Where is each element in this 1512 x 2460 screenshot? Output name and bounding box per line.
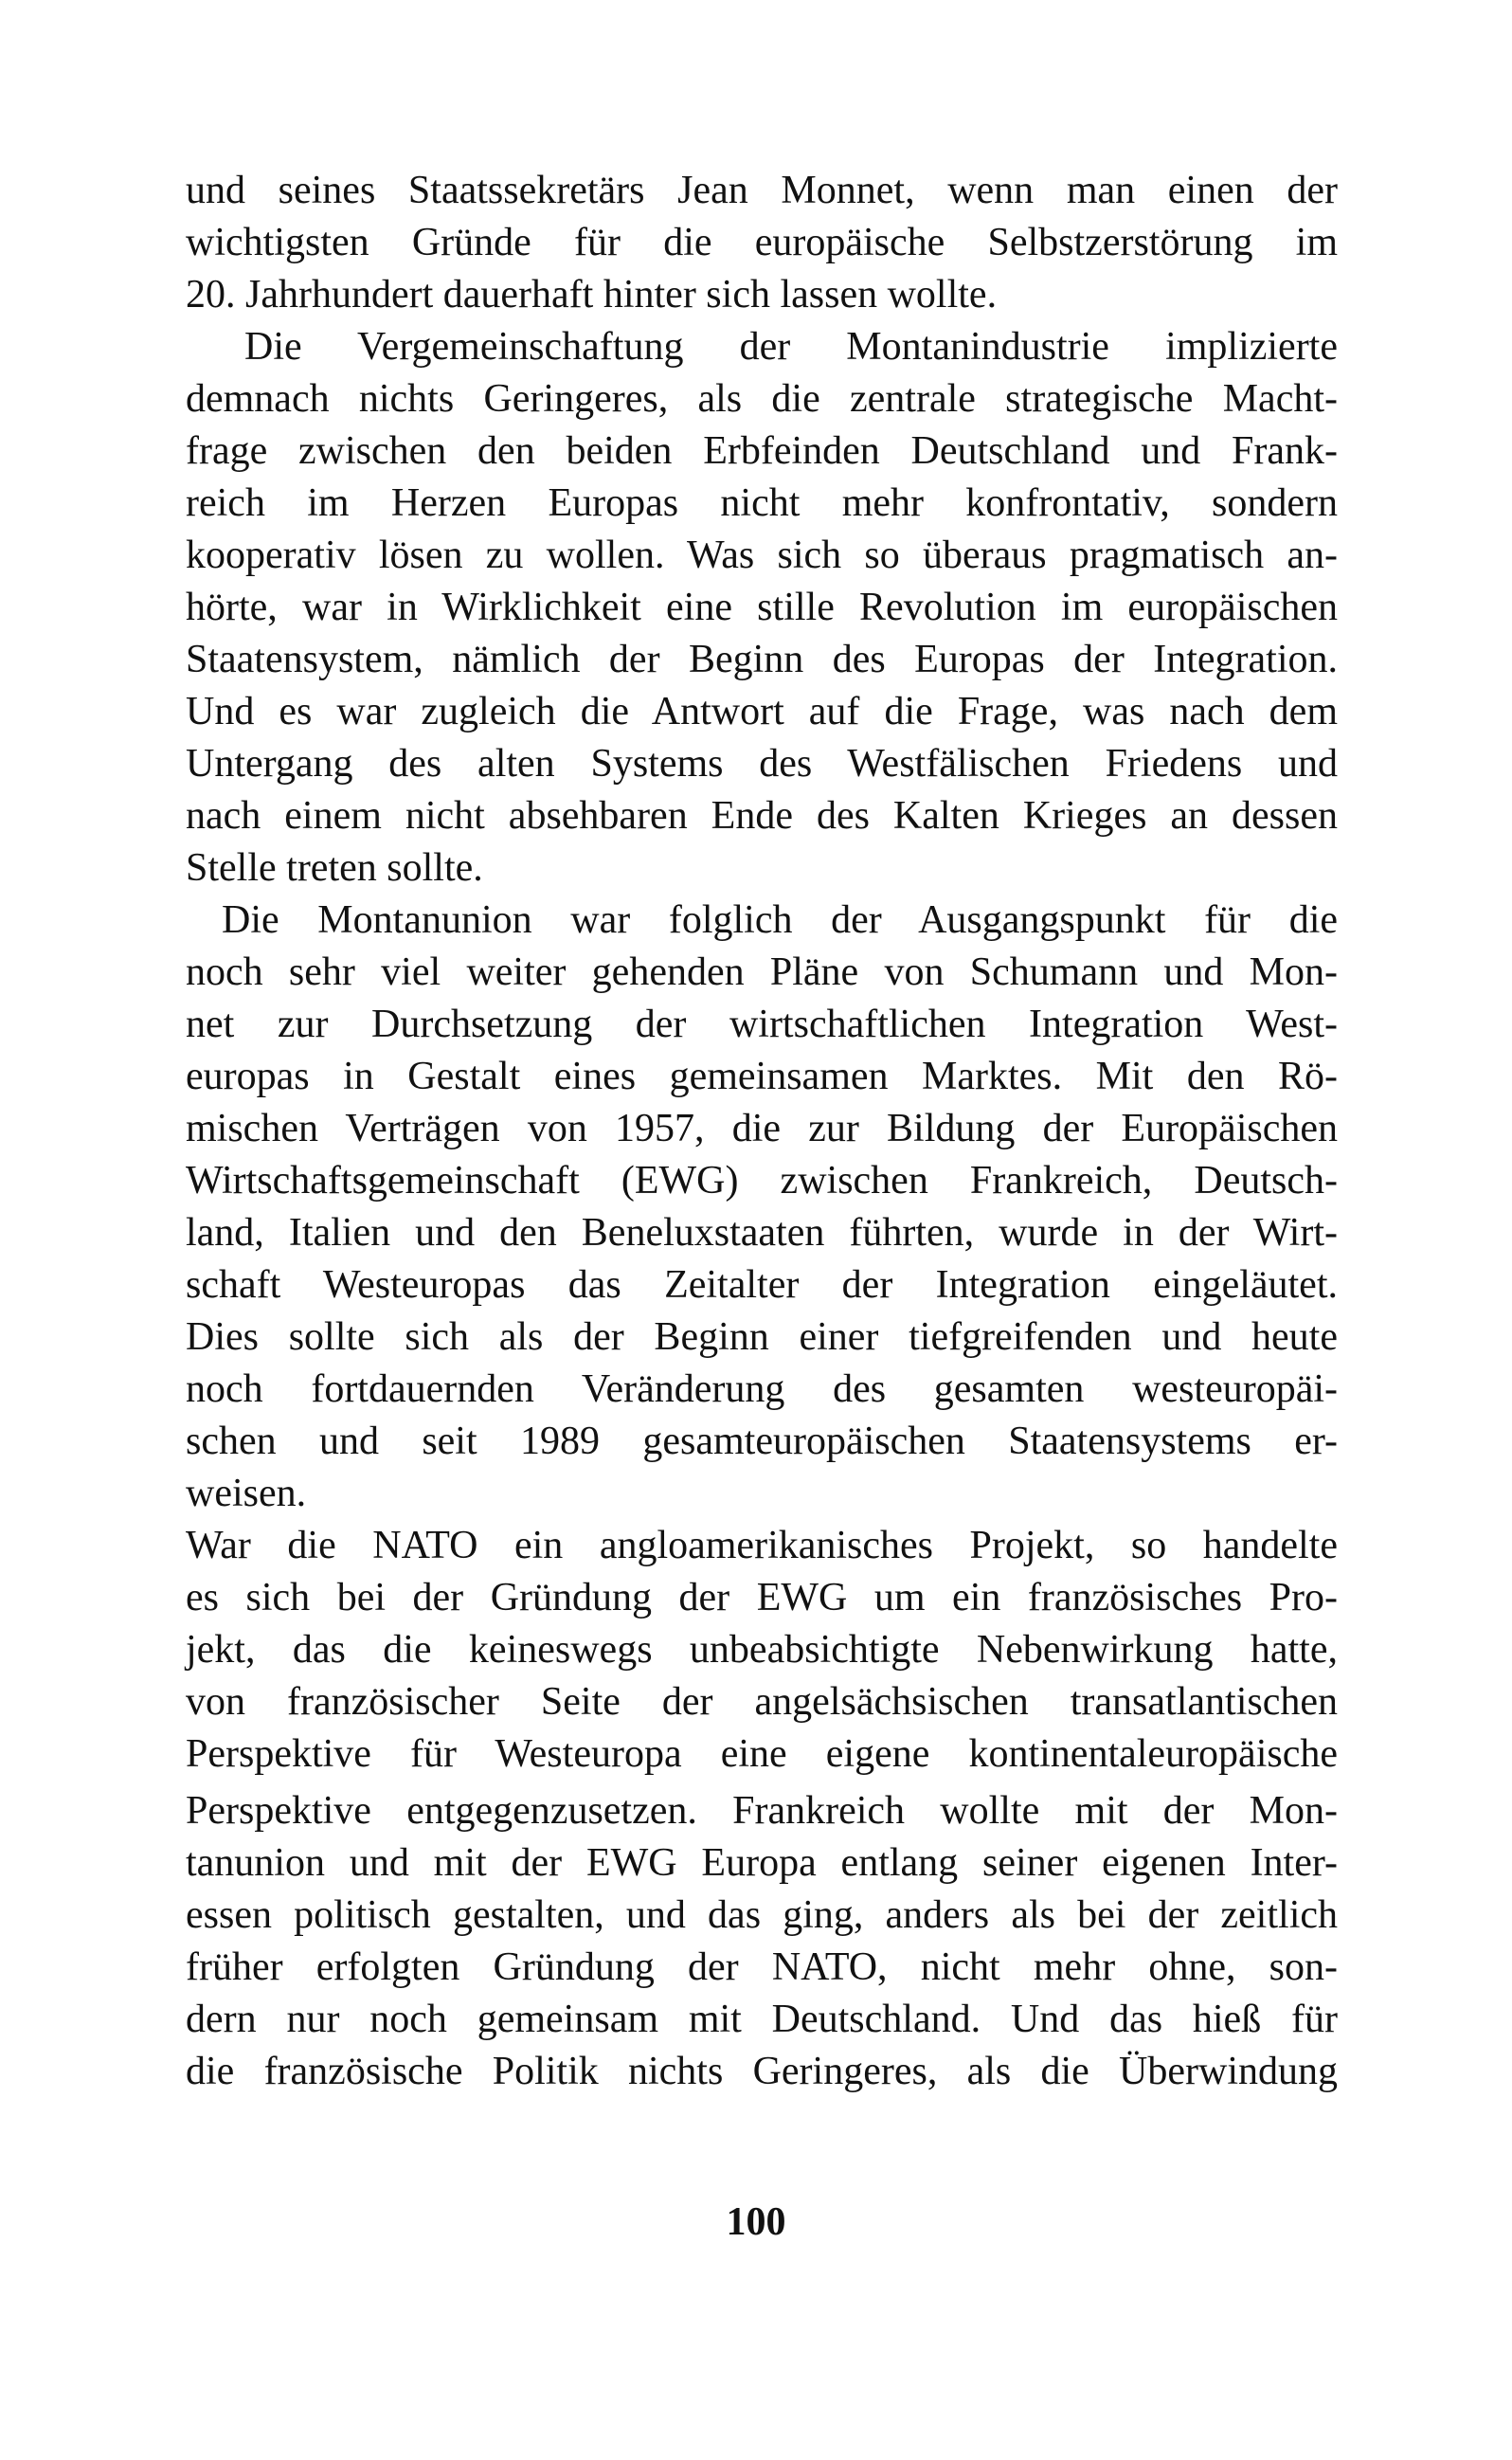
text-line: von französischer Seite der angelsächsischen transatlantischen [186, 1680, 1338, 1724]
text-line: Wirtschaftsgemeinschaft (EWG) zwischen Frankreich, Deutsch- [186, 1159, 1338, 1203]
text-line: hörte, war in Wirklichkeit eine stille Revolution im europäischen [186, 586, 1338, 629]
text-line: europas in Gestalt eines gemeinsamen Marktes. Mit den Rö- [186, 1055, 1338, 1098]
text-line: frage zwischen den beiden Erbfeinden Deutschland und Frank- [186, 429, 1338, 473]
text-line: weisen. [186, 1472, 307, 1515]
text-line: und seines Staatssekretärs Jean Monnet, wenn man einen der [186, 169, 1338, 212]
text-line: schen und seit 1989 gesamteuropäischen Staatensystems er- [186, 1420, 1338, 1463]
text-line: essen politisch gestalten, und das ging, anders als bei der zeitlich [186, 1893, 1338, 1937]
text-line: Perspektive entgegenzusetzen. Frankreich wollte mit der Mon- [186, 1789, 1338, 1833]
text-line: land, Italien und den Beneluxstaaten führten, wurde in der Wirt- [186, 1211, 1338, 1255]
text-line: kooperativ lösen zu wollen. Was sich so überaus pragmatisch an- [186, 534, 1338, 577]
text-line: mischen Verträgen von 1957, die zur Bildung der Europäischen [186, 1107, 1338, 1150]
text-line: früher erfolgten Gründung der NATO, nicht mehr ohne, son- [186, 1945, 1338, 1989]
text-line: Untergang des alten Systems des Westfälischen Friedens und [186, 742, 1338, 786]
text-line: Staatensystem, nämlich der Beginn des Europas der Integration. [186, 638, 1338, 681]
text-line: noch fortdauernden Veränderung des gesamten westeuropäi- [186, 1367, 1338, 1411]
text-line: demnach nichts Geringeres, als die zentrale strategische Macht- [186, 377, 1338, 421]
text-line: nach einem nicht absehbaren Ende des Kalten Krieges an dessen [186, 794, 1338, 838]
text-line: noch sehr viel weiter gehenden Pläne von Schumann und Mon- [186, 950, 1338, 994]
text-line: dern nur noch gemeinsam mit Deutschland. Und das hieß für [186, 1998, 1338, 2041]
page-number: 100 [726, 2200, 786, 2244]
text-line: War die NATO ein angloamerikanisches Projekt, so handelte [186, 1524, 1338, 1567]
text-line: jekt, das die keineswegs unbeabsichtigte Nebenwirkung hatte, [186, 1628, 1338, 1672]
text-line: schaft Westeuropas das Zeitalter der Integration eingeläutet. [186, 1263, 1338, 1307]
text-line: die französische Politik nichts Geringeres, als die Überwindung [186, 2050, 1338, 2093]
text-line: Die Montanunion war folglich der Ausgangspunkt für die [222, 898, 1338, 942]
text-line: tanunion und mit der EWG Europa entlang seiner eigenen Inter- [186, 1841, 1338, 1885]
text-line: Und es war zugleich die Antwort auf die Frage, was nach dem [186, 690, 1338, 733]
text-line: reich im Herzen Europas nicht mehr konfrontativ, sondern [186, 481, 1338, 525]
text-line: es sich bei der Gründung der EWG um ein französisches Pro- [186, 1576, 1338, 1619]
text-line: Dies sollte sich als der Beginn einer tiefgreifenden und heute [186, 1315, 1338, 1359]
text-line: Perspektive für Westeuropa eine eigene kontinentaleuropäische [186, 1732, 1338, 1776]
text-line: Stelle treten sollte. [186, 846, 483, 890]
text-line: 20. Jahrhundert dauerhaft hinter sich lassen wollte. [186, 273, 998, 317]
text-line: Die Vergemeinschaftung der Montanindustrie implizierte [244, 325, 1338, 369]
text-line: net zur Durchsetzung der wirtschaftlichen Integration West- [186, 1003, 1338, 1046]
text-line: wichtigsten Gründe für die europäische Selbstzerstörung im [186, 221, 1338, 264]
